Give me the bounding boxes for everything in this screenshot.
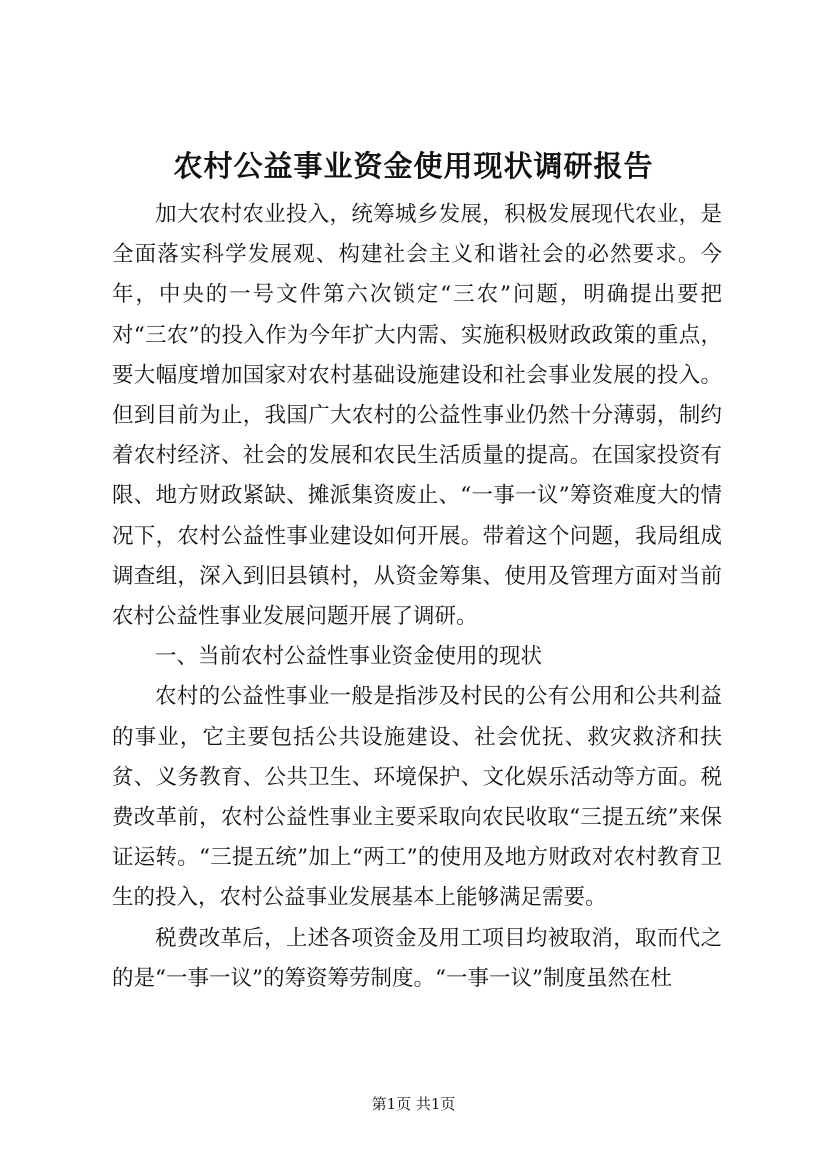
paragraph-reform: 税费改革后，上述各项资金及用工项目均被取消，取而代之的是“一事一议”的筹资筹劳制度。“一事一议”制度虽然在杜 (112, 925, 722, 991)
document-title: 农村公益事业资金使用现状调研报告 (173, 149, 654, 183)
document-body (112, 195, 722, 999)
page-footer: 第1页 共1页 (371, 1095, 456, 1113)
paragraph-definition: 农村的公益性事业一般是指涉及村民的公有公用和公共利益的事业，它主要包括公共设施建设、社会优抚、救灾救济和扶贫、义务教育、公共卫生、环境保护、文化娱乐活动等方面。税费改革前，农村公益性事业主要采取向农民收取“三提五统”来保证运转。“三提五统”加上“两工”的使用及地方财政对农村教育卫生的投入，农村公益事业发展基本上能够满足需要。 (112, 684, 722, 911)
section-heading: 一、当前农村公益性事业资金使用的现状 (155, 644, 543, 670)
paragraph-intro: 加大农村农业投入，统筹城乡发展，积极发展现代农业，是全面落实科学发展观、构建社会主义和谐社会的必然要求。今年，中央的一号文件第六次锁定“三农”问题，明确提出要把对“三农”的投入作为今年扩大内需、实施积极财政政策的重点，要大幅度增加国家对农村基础设施建设和社会事业发展的投入。但到目前为止，我国广大农村的公益性事业仍然十分薄弱，制约着农村经济、社会的发展和农民生活质量的提高。在国家投资有限、地方财政紧缺、摊派集资废止、“一事一议”筹资难度大的情况下，农村公益性事业建设如何开展。带着这个问题，我局组成调查组，深入到旧县镇村，从资金筹集、使用及管理方面对当前农村公益性事业发展问题开展了调研。 (112, 202, 722, 630)
